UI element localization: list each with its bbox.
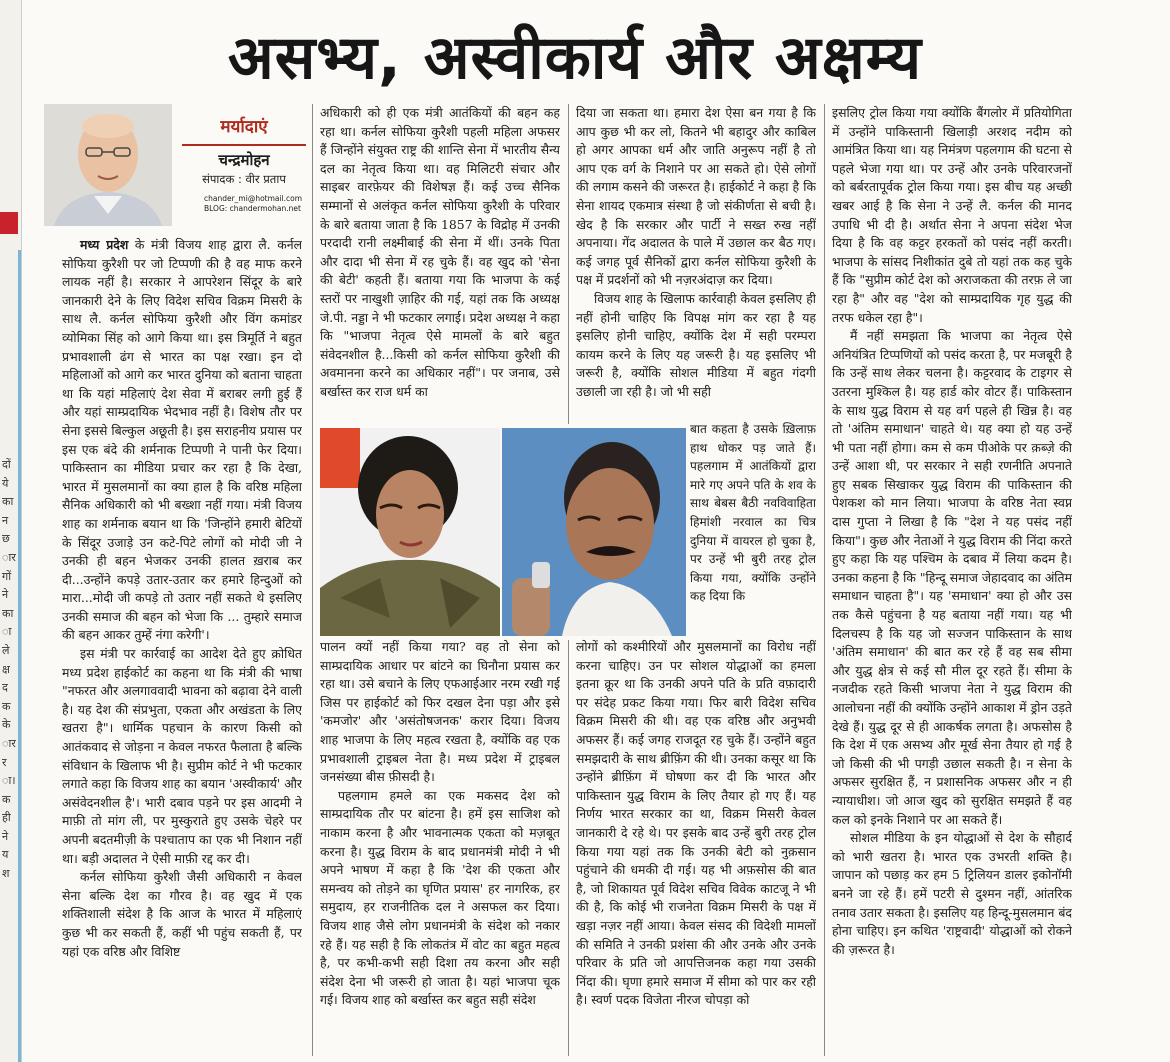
column-rule [824,104,825,1056]
strip-fragment: ले [2,643,10,657]
article-column-3-bottom [576,638,816,1058]
column-rule [568,640,569,1056]
strip-fragment: ये [2,476,9,490]
column-divider [182,144,306,146]
editor-credit: संपादक : वीर प्रताप [202,172,286,186]
paragraph: कर्नल सोफिया कुरैशी जैसी अधिकारी न केवल सेना बल्कि देश का गौरव है। वह खुद में एक शक्तिशाली संदेश है कि आज के भारत में महिलाएं कुछ भी कर सकती हैं, कहीं भी पहुंच सकती हैं, पर यहां एक वरिष्ठ और विशिष्ट [62,869,302,959]
adjacent-blue-rule [18,250,21,1062]
strip-fragment: क [2,699,11,713]
strip-fragment: के [2,718,11,732]
paragraph: के मंत्री विजय शाह द्वारा लै. कर्नल सोफिया कुरैशी पर जो टिप्पणी की है वह माफ करने लायक नहीं है। सरकार ने आपरेशन सिंदूर के बारे जानकारी देने के लिए विदेश सचिव विक्रम मिसरी के साथ लै. कर्नल सोफिया कुरैशी और विंग कमांडर व्योमिका सिंह को आगे किया था। इस त्रिमूर्ति ने बहुत प्रभावशाली ढंग से भारत का पक्ष रखा। इन दो महिलाओं को आगे कर भारत दुनिया को बताना चाहता था कि यहां महिलाएं देश सेवा में बराबर लगी हुई हैं और यहां साम्प्रदायिक भेदभाव नहीं है। विशेष तौर पर सेना इससे बिल्कुल अछूती है। इस सराहनीय प्रयास पर इस एक बंदे की शर्मनाक टिप्पणी ने पानी फेर दिया। पाकिस्तान का मीडिया प्रचार कर रहा है कि देखा, भारत में मुसलमानों का क्या हाल है कि वरिष्ठ महिला सैनिक अधिकारी को भी बख्शा नहीं गया। मंत्री विजय शाह का शर्मनाक बयान था कि 'जिन्होंने हमारी बेटियों के सिंदूर उजाड़े उन कटे-पिटे लोगों को मोदी जी ने उनकी ही बहन भेजकर उनकी हालत ख़राब कर दी...उन्होंने कपड़े उतार-उतार कर हमारे हिन्दुओं को मारा...मोदी जी कपड़े तो उतार नहीं सकते थे इसलिए उनकी समाज की बहन को भेजा कि ... तुम्हारे समाज की बहन आकर तुम्हें नंगा करेगी'। [62,237,302,643]
strip-fragment: श [2,867,10,881]
strip-fragment: छ [2,532,10,546]
author-photo [44,104,172,226]
paragraph: पालन क्यों नहीं किया गया? वह तो सेना को साम्प्रदायिक आधार पर बांटने का घिनौना प्रयास कर रहा था। उसे बचाने के लिए एफआईआर नरम रखी गई जिस पर हाईकोर्ट को फिर दखल देना पड़ा और इसे 'कमजोर' और 'असंतोषजनक' करार दिया। विजय शाह भाजपा के लिए महत्व रखता है, क्योंकि वह एक प्रभावशाली ट्राइबल नेता है। मध्य प्रदेश में ट्राइबल जनसंख्या बीस फ़ीसदी है। [320,639,560,785]
photo-vijay-shah [502,428,686,636]
strip-fragment: ार [2,550,16,564]
author-contact [204,194,314,214]
strip-fragment: का [2,606,14,620]
paragraph: विजय शाह के खिलाफ कार्रवाही केवल इसलिए ही नहीं होनी चाहिए कि विपक्ष मांग कर रहा है यह इसलिए होनी चाहिए, क्योंकि देश में सही परम्परा कायम करने के लिए यह जरूरी है। यह इसलिए भी जरूरी है, क्योंकि सोशल मीडिया में बहुत गंदगी उछाली जा रही है। जो भी सही [576,290,816,399]
dateline: मध्य प्रदेश [80,237,129,252]
strip-fragment: र [2,755,7,769]
strip-fragment: क [2,792,11,806]
strip-fragment: द [2,681,8,695]
strip-fragment: ा। [2,774,16,788]
author-email: chander_mi@hotmail.com [204,194,303,203]
paragraph: इस मंत्री पर कार्रवाई का आदेश देते हुए क्रोधित मध्य प्रदेश हाईकोर्ट का कहना था कि मंत्री की भाषा "नफरत और अलगाववादी भावना को बढ़ावा देने वाली है। यह देश की संप्रभुता, एकता और अखंडता के लिए खतरा है"। धार्मिक पहचान के कारण किसी को आतंकवाद से जोड़ना न केवल नफरत फैलाता है बल्कि संविधान के खिलाफ भी है। सुप्रीम कोर्ट ने भी फटकार लगाते कहा कि विजय शाह का बयान 'अस्वीकार्य' और असंवेदनशील है'। भारी दबाव पड़ने पर इस आदमी ने माफ़ी तो मांग ली, पर मुस्कुराते हुए उसके चेहरे पर अपनी बदतमीज़ी के पश्चाताप का एक भी निशान नहीं था। बड़ी अदालत ने ऐसी माफ़ी रद्द कर दी। [62,646,302,866]
paragraph: बात कहता है उसके ख़िलाफ़ हाथ धोकर पड़ जाते हैं। पहलगाम में आतंकियों द्वारा मारे गए अपने पति के शव के साथ बेबस बैठी नवविवाहिता हिमांशी नरवाल का चित्र दुनिया में वायरल हो चुका है, पर उन्हें भी बुरी तरह ट्रोल किया गया, क्योंकि उन्होंने कह दिया कि [690,422,816,604]
strip-fragment: ही [2,811,11,825]
column-rule [312,104,313,1056]
strip-fragment: क्ष [2,662,10,676]
article-column-2-top [320,104,560,424]
byline-block [44,104,306,228]
article-column-4 [832,104,1072,1056]
paragraph: सोशल मीडिया के इन योद्धाओं से देश के सौहार्द को भारी खतरा है। भारत एक उभरती शक्ति है। जापान को पछाड़ कर हम 5 ट्रिलियन डालर इकोनॉमी बनने जा रहे हैं। हमें पटरी से दुश्मन नहीं, आंतरिक तनाव उतार सकता है। इसलिए यह हिन्दू-मुसलमान बंद होना चाहिए। इन कथित 'राष्ट्रवादी' योद्धाओं को रोकने की ज़रूरत है। [832,830,1072,957]
article-column-3-wrap [690,420,816,642]
author-name: चन्द्रमोहन [218,151,270,169]
article-column-2-bottom [320,638,560,1058]
strip-fragment: गों [2,569,12,583]
paragraph: दिया जा सकता था। हमारा देश ऐसा बन गया है कि आप कुछ भी कर लो, कितने भी बहादुर और काबिल हो अगर आपका धर्म और जाति अनुरूप नहीं है तो आप एक वर्ग के निशाने पर आ सकते हो। ऐसे लोगों की लगाम कसने की जरूरत है। हाईकोर्ट ने कहा है कि सेना शायद एकमात्र संस्था है जो संकीर्णता से बची है। खेद है कि सरकार और पार्टी ने सख्त रुख नहीं अपनाया। गेंद अदालत के पाले में उछाल कर बैठ गए। कई जगह पूर्व सैनिकों द्वारा कर्नल सोफिया कुरैशी के पक्ष में प्रदर्शनों को भी नज़रअंदाज़ कर दिया। [576,105,816,288]
paragraph: अधिकारी को ही एक मंत्री आतंकियों की बहन कह रहा था। कर्नल सोफिया कुरैशी पहली महिला अफसर हैं जिन्होंने संयुक्त राष्ट्र की शान्ति सेना में भारतीय सैन्य दल का नेतृत्व किया था। वह मिलिटरी संचार और साइबर वारफ़ेयर की विशेषज्ञ हैं। कई उच्च सैनिक सम्मानों से अलंकृत कर्नल सोफिया कुरैशी के परिवार के बारे बताया जाता है कि 1857 के विद्रोह में उनकी परदादी रानी लक्ष्मीबाई की सेना में थीं। उनके पिता और दादा भी सेना में रह चुके हैं। वह खुद को 'सेना की बेटी' कहती हैं। बताया गया कि भाजपा के कई स्तरों पर नाखुशी ज़ाहिर की गई, यहां तक कि अध्यक्ष जे.पी. नड्डा ने भी फटकार लगाई। प्रदेश अध्यक्ष ने कहा कि "भाजपा नेतृत्व ऐसे मामलों के बारे बहुत संवेदनशील है...किसी को कर्नल सोफिया कुरैशी की अवमानना करने का अधिकार नहीं"। पर जनाब, उसे बर्खास्त कर राज धर्म का [320,105,560,399]
paragraph: पहलगाम हमले का एक मकसद देश को साम्प्रदायिक तौर पर बांटना है। हमें इस साजिश को नाकाम करना है और भावनात्मक एकता को मज़बूत करना है। युद्ध विराम के बाद प्रधानमंत्री मोदी ने भी अपने भाषण में कहा है कि 'देश की एकता और समन्वय को तोड़ने का घृणित प्रयास' हर नागरिक, हर समुदाय, हर राजनीतिक दल ने असफल कर दिया। विजय शाह जैसे लोग प्रधानमंत्री के संदेश को नकार रहे हैं। यह सही है कि लोकतंत्र में वोट का बहुत महत्व है, पर कभी-कभी सही दिशा तय करना और सही संदेश देना भी जरूरी हो जाता है। यहां भाजपा चूक गई। विजय शाह को बर्खास्त कर बहुत सही संदेश [320,787,560,1008]
photo-sofia-qureshi [320,428,500,636]
author-blog: BLOG: chandermohan.net [204,204,301,213]
paragraph: इसलिए ट्रोल किया गया क्योंकि बैंगलोर में प्रतियोगिता में उन्होंने पाकिस्तानी खिलाड़ी अरशद नदीम को आमंत्रित किया था। यह निमंत्रण पहलगाम की घटना से पहले भेजा गया था। पर उन्हें और उनके परिवारजनों को बर्बरतापूर्वक ट्रोल किया गया। इस बीच यह अच्छी खबर आई है कि सेना ने उन्हें लै. कर्नल की मानद उपाधि भी दी है। अर्थात सेना ने अपना संदेश भेज दिया है कि वह कट्टर हरकतों को पसंद नहीं करती। भाजपा के सांसद निशीकांत दुबे तो यहां तक कह चुके हैं कि "सुप्रीम कोर्ट देश को अराजकता की तरफ़ ले जा रहा है" और वह "देश को साम्प्रदायिक गृह युद्ध की तरफ धकेल रहा है"। [832,105,1072,325]
strip-fragment: ार [2,736,16,750]
strip-fragment: ने [2,588,9,602]
paragraph: लोगों को कश्मीरियों और मुसलमानों का विरोध नहीं करना चाहिए। उन पर सोशल योद्धाओं का हमला इतना क्रूर था कि उनकी अपने पति के प्रति वफ़ादारी पर संदेह प्रकट किया गया। फिर बारी विदेश सचिव विक्रम मिसरी की थी। वह एक वरिष्ठ और अनुभवी अफसर हैं। कई जगह राजदूत रह चुके हैं। उन्होंने बहुत समझदारी के साथ ब्रीफ़िंग की थी। उनका कसूर था कि उन्होंने ब्रीफ़िंग में घोषणा कर दी कि भारत और पाकिस्तान युद्ध विराम के लिए तैयार हो गए हैं। यह निर्णय भारत सरकार का था, विक्रम मिसरी केवल जानकारी दे रहे थे। पर इसके बाद उन्हें बुरी तरह ट्रोल किया गया यहां तक कि उनकी बेटी को नुक़सान पहुंचाने की धमकी दी गई। यह भी अफ़सोस की बात है, जो शिकायत पूर्व विदेश सचिव विवेक काटजू ने भी की है, कि कोई भी राजनेता विक्रम मिसरी के पक्ष में खड़ा नज़र नहीं आया। केवल संसद की विदेशी मामलों की समिति ने उनकी प्रशंसा की और उनके और उनके परिवार के प्रति जो आपत्तिजनक कहा गया उसकी निंदा की। घृणा हमारे समाज में सीमा को पार कर रही है। स्वर्ण पदक विजेता नीरज चोपड़ा को [576,639,816,1008]
strip-fragment: ा [2,625,12,639]
strip-fragment: ने [2,829,9,843]
headline: असभ्य, अस्वीकार्य और अक्षम्य [227,23,923,93]
strip-fragment: दों [2,458,11,471]
strip-fragment: य [2,848,9,862]
strip-fragment: न [2,513,9,527]
article-column-3-top [576,104,816,424]
paragraph: मैं नहीं समझता कि भाजपा का नेतृत्व ऐसे अनियंत्रित टिप्पणियों को पसंद करता है, पर मजबूरी है कि उन्हें साथ लेकर चलना है। कट्टरवाद के टाइगर से उतरना मुश्किल है। यह हार्ड कोर वोटर हैं। पाकिस्तान के साथ युद्ध विराम से यह वर्ग पहले ही खिन्न है। वह तो 'अंतिम समाधान' चाहते थे। यह क्या हो यह उन्हें भी पता नहीं होगा। कम से कम पीओके पर क़ब्ज़े की उन्हें आशा थी, पर सरकार ने सही रणनीति अपनाते हुए सबक सिखाकर युद्ध विराम की पाकिस्तान की पेशकश को मान लिया। भाजपा के वरिष्ठ नेता स्वप्न दास गुप्ता ने लिखा है कि "देश ने यह पसंद नहीं किया"। कुछ और नेताओं ने युद्ध विराम की निंदा करते हुए कहा कि यह पश्चिम के दबाव में लिया कदम है। उनका कहना है कि "हिन्दू समाज जेहादवाद का अंतिम समाधान चाहता है"। यह 'समाधान' क्या हो और उस तक कैसे पहुंचना है यह बताया नहीं गया। यह भी दिलचस्प है कि यह जो सज्जन पाकिस्तान के साथ 'अंतिम समाधान' की बात कर रहे हैं वह सब सीमा और युद्ध क्षेत्र से कई सौ मील दूर रहते हैं। सीमा के नजदीक रहते किसी भाजपा नेता ने युद्ध विराम की आलोचना नहीं की क्योंकि उन्होंने आकाश में ड्रोन उड़ते देखे हैं। युद्ध दूर से ही आकर्षक लगता है। अफसोस है कि देश में एक असभ्य और मूर्ख सेना तैयार हो गई है जो किसी की भी पगड़ी उछाल सकती है। न सेना के अफसर सुरक्षित हैं, न प्रशासनिक अफसर और न ही न्यायाधीश। जो आज खुद को सुरक्षित समझते हैं वह कल को इनके निशाने पर आ सकते हैं। [832,328,1072,827]
column-name: मर्यादाएं [220,117,268,137]
adjacent-red-marker [0,212,18,234]
article-column-1 [62,236,302,1056]
column-rule [568,104,569,424]
strip-fragment: का [2,495,14,509]
